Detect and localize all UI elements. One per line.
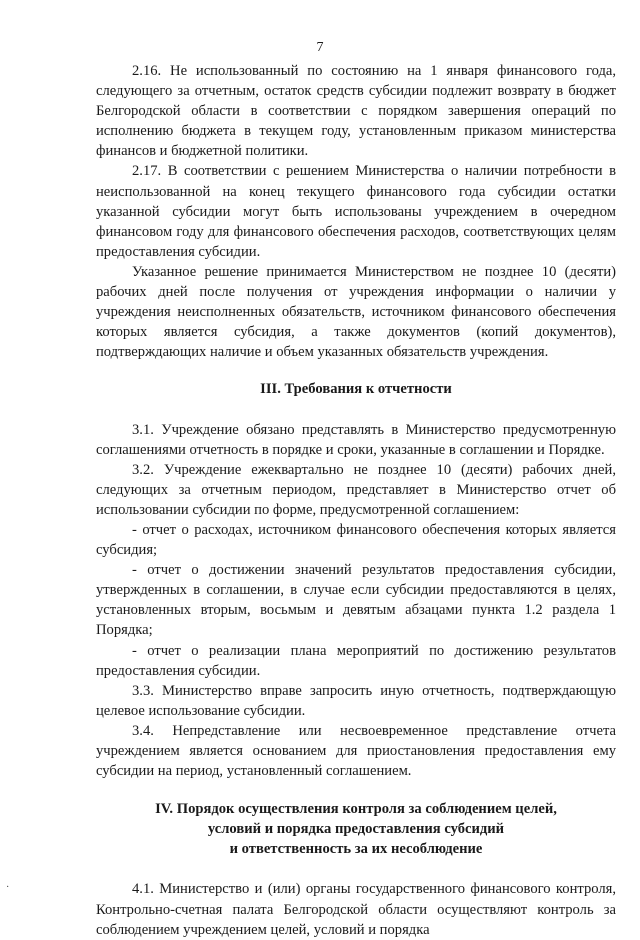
document-body [96, 61, 616, 940]
section-4-heading-line-1: IV. Порядок осуществления контроля за соблюдением целей, [155, 801, 557, 818]
section-3-heading: III. Требования к отчетности [260, 381, 452, 398]
section-4-heading-block [96, 799, 616, 859]
paragraph-4-1: 4.1. Министерство и (или) органы государственного финансового контроля, Контрольно-счетная палата Белгородской области осуществляют контроль за соблюдением учреждением целей, условий и порядка [96, 881, 616, 938]
list-item-expenses-report: - отчет о расходах, источником финансового обеспечения которых является субсидия; [96, 521, 616, 559]
paragraph-3-1: 3.1. Учреждение обязано представлять в Министерство предусмотренную соглашениями отчетность в порядке и сроки, указанные в соглашении и Порядке. [96, 421, 616, 458]
paragraph-decision: Указанное решение принимается Министерством не позднее 10 (десяти) рабочих дней после получения от учреждения информации о наличии у учреждения неисполненных обязательств, источником финансового обеспечения которых является субсидия, а также документов (копий документов), подтверждающих наличие и объем указанных обязательств учреждения. [96, 263, 616, 361]
list-item-plan-report: - отчет о реализации плана мероприятий по достижению результатов предоставления субсидии. [96, 642, 616, 679]
scan-mark: · [6, 882, 10, 893]
paragraph-2-17: 2.17. В соответствии с решением Министерства о наличии потребности в неиспользованной на конец текущего финансового года субсидии остатки указанной субсидии могут быть использованы учреждением в очередном финансовом году для финансового обеспечения расходов, соответствующих целям предоставления субсидии. [96, 163, 616, 260]
paragraph-2-16: 2.16. Не использованный по состоянию на 1 января финансового года, следующего за отчетным, остаток средств субсидии подлежит возврату в бюджет Белгородской области в соответствии с порядком завершения операций по исполнению бюджета в текущем году, установленным приказом министерства финансов и бюджетной политики. [96, 63, 616, 160]
page-number: 7 [316, 40, 324, 55]
section-3-heading-block [96, 379, 616, 399]
paragraph-3-2: 3.2. Учреждение ежеквартально не позднее 10 (десяти) рабочих дней, следующих за отчетным периодом, представляет в Министерство отчет об использовании субсидии по форме, предусмотренной соглашением: [96, 461, 616, 518]
paragraph-3-3: 3.3. Министерство вправе запросить иную отчетность, подтверждающую целевое использование субсидии. [96, 682, 616, 719]
section-4-heading-line-3: и ответственность за их несоблюдение [229, 841, 483, 858]
paragraph-3-4: 3.4. Непредставление или несвоевременное представление отчета учреждением является основанием для приостановления предоставления ему субсидии на период, установленный соглашением. [96, 722, 616, 780]
section-4-heading-line-2: условий и порядка предоставления субсидий [207, 821, 505, 838]
list-item-results-report: - отчет о достижении значений результатов предоставления субсидии, утвержденных в соглашении, в случае если субсидии предоставляются в целях, установленных вторым, восьмым и девятым абзацами пункта 1.2 раздела 1 Порядка; [96, 562, 616, 639]
